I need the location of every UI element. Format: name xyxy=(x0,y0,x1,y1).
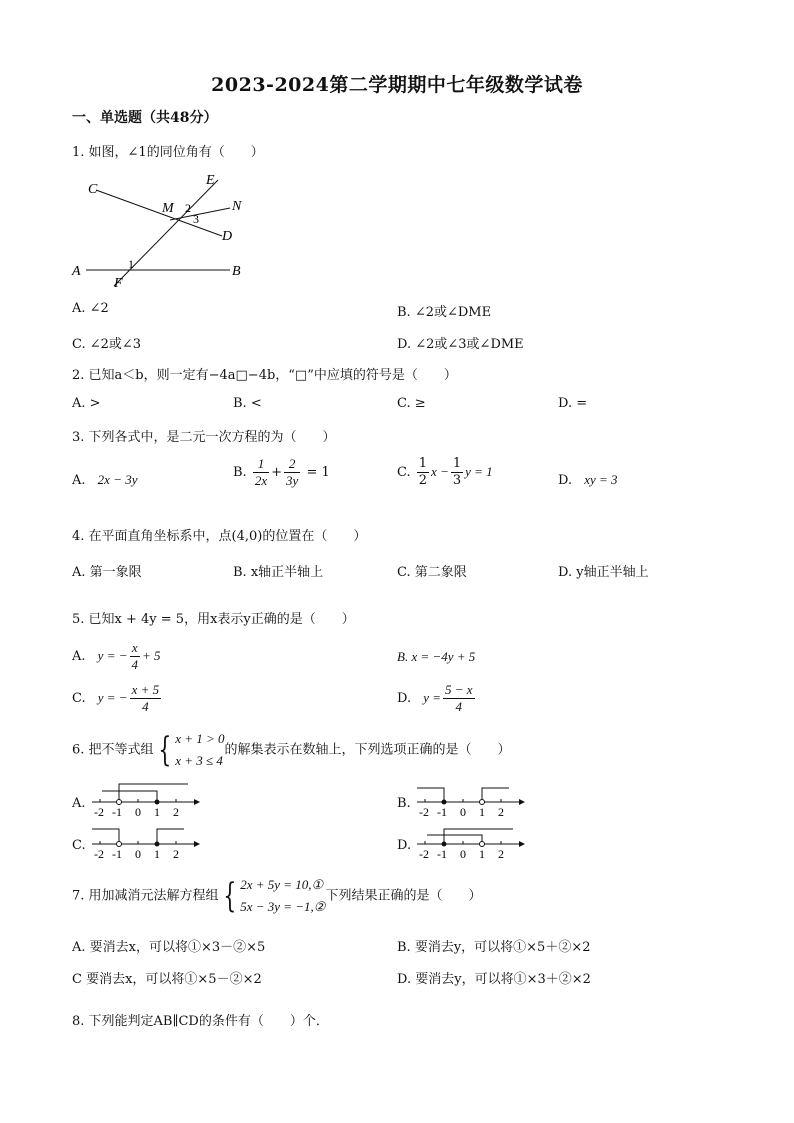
q5-option-b[interactable]: B. x = −4y + 5 xyxy=(397,649,476,664)
svg-text:2: 2 xyxy=(498,805,504,819)
q2-option-a[interactable]: A. > xyxy=(72,396,101,411)
svg-text:0: 0 xyxy=(135,847,141,861)
option-letter: C. xyxy=(72,691,86,706)
label-d: D xyxy=(222,229,233,244)
label-3: 3 xyxy=(193,212,199,226)
term-y: y = 1 xyxy=(465,464,493,479)
fraction: $\frac{5 - x}{4}$ xyxy=(445,682,473,714)
stem-prefix: 7. 用加减消元法解方程组 xyxy=(72,888,219,904)
inequality-2: x + 3 ≤ 4 xyxy=(175,753,223,768)
svg-text:0: 0 xyxy=(135,805,141,819)
closed-dot xyxy=(155,842,160,847)
expression: 2x − 3y xyxy=(97,472,138,487)
q3-option-b[interactable] xyxy=(233,456,330,489)
svg-text:-2: -2 xyxy=(94,805,104,819)
fraction: $\frac{1}{2x}$ xyxy=(254,456,268,488)
svg-text:-1: -1 xyxy=(112,805,122,819)
q4-option-b[interactable]: B. x轴正半轴上 xyxy=(233,565,324,580)
option-letter: A. xyxy=(72,649,86,664)
q6-option-c-label[interactable]: C. xyxy=(72,838,86,853)
q7-option-a[interactable]: A. 要消去x，可以将①×3－②×5 xyxy=(72,940,266,955)
expression: xy = 3 xyxy=(584,472,618,487)
fraction: $\frac{1}{2}$ xyxy=(418,456,428,488)
q6-option-d-numberline[interactable] xyxy=(413,824,525,862)
svg-text:-2: -2 xyxy=(419,847,429,861)
option-letter: D. xyxy=(558,473,573,488)
q4-option-d[interactable]: D. y轴正半轴上 xyxy=(558,565,649,580)
svg-text:2: 2 xyxy=(173,847,179,861)
q4-option-a[interactable]: A. 第一象限 xyxy=(72,565,142,580)
q4-option-c[interactable]: C. 第二象限 xyxy=(397,565,467,580)
svg-text:-2: -2 xyxy=(94,847,104,861)
q1-option-b[interactable]: B. ∠2或∠DME xyxy=(397,305,492,320)
plus-sign: + xyxy=(271,465,283,480)
q6-stem xyxy=(72,728,511,772)
closed-dot xyxy=(442,800,447,805)
label-a: A xyxy=(72,264,81,279)
option-letter: D. xyxy=(397,691,412,706)
q6-option-b-label[interactable]: B. xyxy=(397,796,411,811)
q3-stem: 3. 下列各式中，是二元一次方程的为（ ） xyxy=(72,430,336,445)
stem-suffix: 的解集表示在数轴上，下列选项正确的是（ ） xyxy=(224,742,511,758)
q7-option-c[interactable]: C 要消去x，可以将①×5－②×2 xyxy=(72,972,262,987)
svg-text:1: 1 xyxy=(154,847,160,861)
label-2: 2 xyxy=(185,201,191,215)
fraction: $\frac{x}{4}$ xyxy=(131,640,138,672)
equation-1: 2x + 5y = 10,① xyxy=(240,877,324,892)
q7-option-b[interactable]: B. 要消去y，可以将①×5＋②×2 xyxy=(397,940,591,955)
term-x: x − xyxy=(431,464,449,479)
q3-option-a[interactable] xyxy=(72,472,137,488)
q4-stem: 4. 在平面直角坐标系中，点(4,0)的位置在（ ） xyxy=(72,529,367,544)
q5-option-a[interactable] xyxy=(72,640,161,673)
inequality-1: x + 1 > 0 xyxy=(175,731,225,746)
equals-one: = 1 xyxy=(306,465,330,480)
svg-text:0: 0 xyxy=(460,805,466,819)
svg-text:-1: -1 xyxy=(112,847,122,861)
q3-option-c[interactable] xyxy=(397,456,493,489)
q6-option-d-label[interactable]: D. xyxy=(397,838,412,853)
equation-system xyxy=(240,874,325,918)
left-brace: { xyxy=(222,876,236,916)
q2-option-c[interactable]: C. ≥ xyxy=(397,396,426,411)
label-b: B xyxy=(232,264,241,279)
q5-stem: 5. 已知x + 4y = 5，用x表示y正确的是（ ） xyxy=(72,612,355,627)
svg-text:1: 1 xyxy=(479,847,485,861)
left-brace: { xyxy=(157,730,171,770)
q2-option-b[interactable]: B. < xyxy=(233,396,262,411)
fraction: $\frac{x + 5}{4}$ xyxy=(131,682,160,714)
q1-option-a[interactable]: A. ∠2 xyxy=(72,301,109,316)
line-mn xyxy=(170,208,230,220)
label-1: 1 xyxy=(128,257,134,271)
q6-option-a-numberline[interactable] xyxy=(88,782,200,820)
open-dot xyxy=(117,800,122,805)
fraction: $\frac{1}{3}$ xyxy=(452,456,462,488)
svg-text:-2: -2 xyxy=(419,805,429,819)
open-dot xyxy=(117,842,122,847)
label-f: F xyxy=(114,276,123,291)
q7-option-d[interactable]: D. 要消去y，可以将①×3＋②×2 xyxy=(397,972,591,987)
option-letter: A. xyxy=(72,473,86,488)
label-c: C xyxy=(88,182,98,197)
q6-option-b-numberline[interactable] xyxy=(413,782,525,820)
q8-stem: 8. 下列能判定AB∥CD的条件有（ ）个． xyxy=(72,1014,329,1029)
label-e: E xyxy=(206,173,215,188)
q5-option-d[interactable] xyxy=(397,682,477,715)
option-letter: C. xyxy=(397,465,411,480)
svg-text:0: 0 xyxy=(460,847,466,861)
section-heading: 一、单选题（共48分） xyxy=(72,110,218,126)
q6-option-c-numberline[interactable] xyxy=(88,824,200,862)
svg-text:2: 2 xyxy=(173,805,179,819)
expr-prefix: y = − xyxy=(97,648,128,663)
label-m: M xyxy=(162,201,174,216)
svg-text:2: 2 xyxy=(498,847,504,861)
expr-prefix: y = xyxy=(423,690,442,705)
open-dot xyxy=(480,842,485,847)
svg-text:-1: -1 xyxy=(437,847,447,861)
fraction: $\frac{2}{3y}$ xyxy=(286,456,299,488)
q1-option-d[interactable]: D. ∠2或∠3或∠DME xyxy=(397,337,524,352)
closed-dot xyxy=(155,800,160,805)
svg-text:-1: -1 xyxy=(437,805,447,819)
inequality-system xyxy=(175,728,224,772)
stem-prefix: 6. 把不等式组 xyxy=(72,742,154,758)
svg-text:1: 1 xyxy=(154,805,160,819)
option-letter: B. xyxy=(233,465,247,480)
q1-option-c[interactable]: C. ∠2或∠3 xyxy=(72,337,142,352)
q1-figure xyxy=(70,170,260,292)
q2-option-d[interactable]: D. = xyxy=(558,396,588,411)
q2-stem: 2. 已知a＜b，则一定有−4a□−4b，“□”中应填的符号是（ ） xyxy=(72,368,457,383)
closed-dot xyxy=(442,842,447,847)
label-n: N xyxy=(232,199,242,214)
q5-option-c[interactable] xyxy=(72,682,163,715)
expr-prefix: y = − xyxy=(97,690,128,705)
q6-option-a-label[interactable]: A. xyxy=(72,796,86,811)
svg-text:1: 1 xyxy=(479,805,485,819)
q7-stem xyxy=(72,874,481,918)
equation-2: 5x − 3y = −1,② xyxy=(240,899,326,914)
q1-stem: 1. 如图，∠1的同位角有（ ） xyxy=(72,145,264,160)
exam-title: 2023-2024第二学期期中七年级数学试卷 xyxy=(211,74,583,96)
open-dot xyxy=(480,800,485,805)
expr-suffix: + 5 xyxy=(142,648,161,663)
q3-option-d[interactable] xyxy=(558,472,618,488)
stem-suffix: 下列结果正确的是（ ） xyxy=(325,888,482,904)
